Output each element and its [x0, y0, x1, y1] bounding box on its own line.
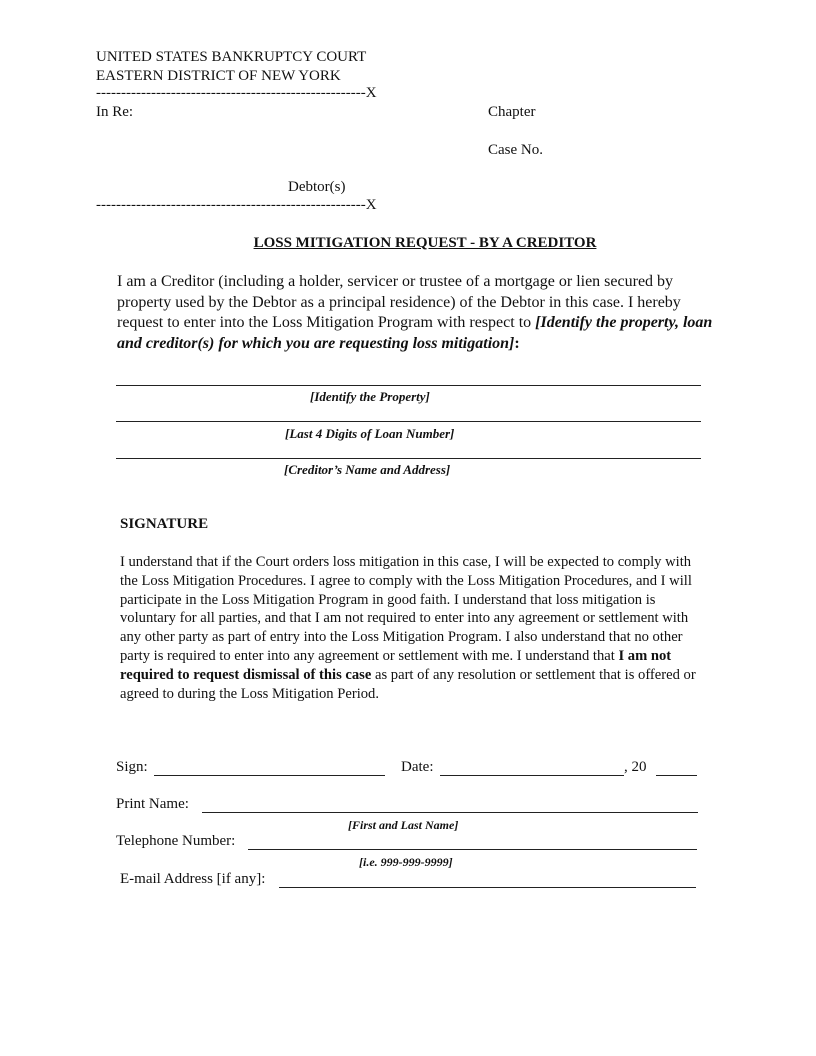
telephone-input[interactable]	[248, 849, 697, 850]
creditor-line[interactable]	[116, 458, 701, 459]
case-number-label: Case No.	[488, 142, 543, 158]
intro-end: :	[514, 334, 520, 352]
year-input[interactable]	[656, 775, 697, 776]
print-name-hint: [First and Last Name]	[348, 818, 459, 832]
intro-emphasis: [Identify the property, loan and creditor(s) for which you are requesting loss mitigation]	[117, 314, 713, 352]
print-name-label: Print Name:	[116, 796, 189, 812]
creditor-caption: [Creditor’s Name and Address]	[284, 462, 451, 477]
loan-number-line[interactable]	[116, 421, 701, 422]
telephone-hint: [i.e. 999-999-9999]	[359, 855, 453, 869]
court-name: UNITED STATES BANKRUPTCY COURT	[96, 49, 367, 65]
caption-separator-bottom: ------------------------------------------------------X	[96, 197, 377, 213]
property-line[interactable]	[116, 385, 701, 386]
loan-number-caption: [Last 4 Digits of Loan Number]	[285, 426, 455, 441]
property-caption: [Identify the Property]	[310, 389, 430, 404]
email-input[interactable]	[279, 887, 696, 888]
email-label: E-mail Address [if any]:	[120, 871, 266, 887]
debtor-label: Debtor(s)	[288, 179, 346, 195]
sign-input[interactable]	[154, 775, 385, 776]
signature-heading: SIGNATURE	[120, 516, 209, 532]
sign-label: Sign:	[116, 759, 148, 775]
intro-text: I am a Creditor (including a holder, servicer or trustee of a mortgage or lien secured by property used by the Debtor as a principal residence) of the Debtor in this case. I hereby request to enter into the Loss Mitigation Program with respect to	[117, 273, 681, 331]
caption-separator-top: ------------------------------------------------------X	[96, 85, 377, 101]
document-title: LOSS MITIGATION REQUEST - BY A CREDITOR	[253, 235, 597, 251]
telephone-label: Telephone Number:	[116, 833, 236, 849]
year-prefix: , 20	[624, 759, 647, 775]
intro-paragraph	[117, 272, 717, 354]
signature-text: I understand that if the Court orders loss mitigation in this case, I will be expected to comply with the Loss Mitigation Procedures. I agree to comply with the Loss Mitigation Procedures, and I will participate in the Loss Mitigation Program in good faith. I understand that loss mitigation is voluntary for all parties, and that I am not required to enter into any agreement or settlement with any other party as part of entry into the Loss Mitigation Program. I also understand that no other party is required to enter into any agreement or settlement with me. I understand that	[120, 554, 692, 664]
signature-bold-text: I am not required to request dismissal of this case	[120, 647, 672, 683]
date-input[interactable]	[440, 775, 624, 776]
court-district: EASTERN DISTRICT OF NEW YORK	[96, 68, 341, 84]
signature-text-end: as part of any resolution or settlement that is offered or agreed to during the Loss Mitigation Period.	[120, 666, 696, 702]
chapter-label: Chapter	[488, 104, 536, 120]
in-re-label: In Re:	[96, 104, 134, 120]
print-name-input[interactable]	[202, 812, 698, 813]
signature-paragraph	[120, 553, 712, 703]
date-label: Date:	[401, 759, 434, 775]
